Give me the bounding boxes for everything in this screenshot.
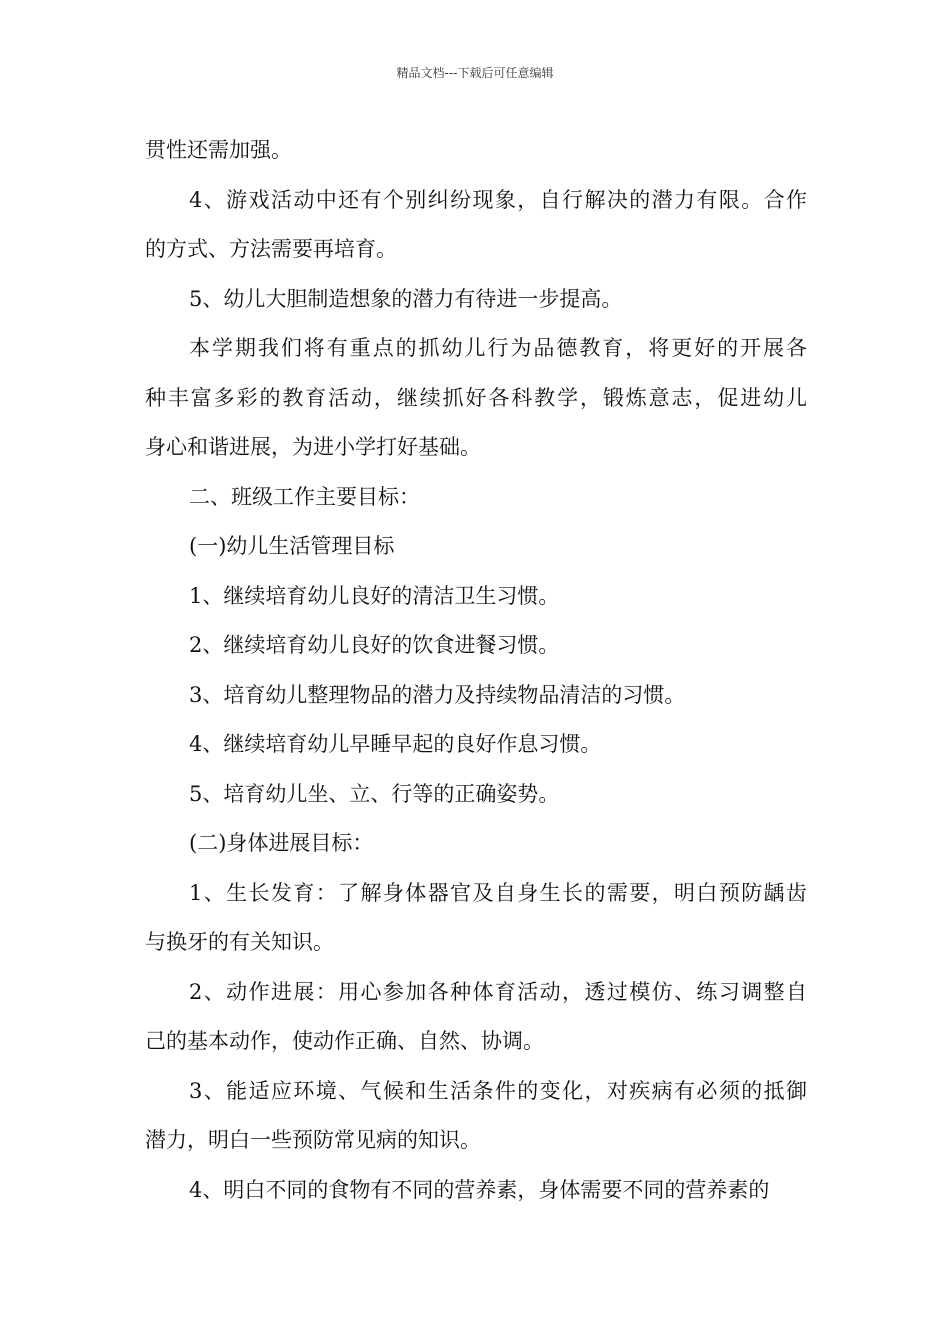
text-line: 二、班级工作主要目标： [189,484,420,509]
text-line: 3、培育幼儿整理物品的潜力及持续物品清洁的习惯。 [189,682,686,707]
text-line: 2、继续培育幼儿良好的饮食进餐习惯。 [189,633,560,657]
paragraph [145,968,807,1067]
text-line: 4、游戏活动中还有个别纠纷现象，自行解决的潜力有限。合作 [189,187,807,212]
text-line: 贯性还需加强。 [145,138,292,162]
text-line: 潜力，明白一些预防常见病的知识。 [145,1128,481,1152]
text-line: 4、明白不同的食物有不同的营养素，身体需要不同的营养素的 [189,1177,770,1202]
paragraph [145,720,807,770]
text-line: 与换牙的有关知识。 [145,930,334,954]
paragraph [145,275,807,325]
text-line: 4、继续培育幼儿早睡早起的良好作息习惯。 [189,732,602,756]
text-line: (二)身体进展目标： [189,831,374,855]
text-line: 种丰富多彩的教育活动，继续抓好各科教学，锻炼意志，促进幼儿 [145,385,807,410]
text-line: 1、继续培育幼儿良好的清洁卫生习惯。 [189,583,560,608]
paragraph [145,176,807,275]
paragraph [145,621,807,671]
text-line: 3、能适应环境、气候和生活条件的变化，对疾病有必须的抵御 [189,1078,807,1103]
text-line: 5、幼儿大胆制造想象的潜力有待进一步提高。 [189,286,623,311]
text-line: 的方式、方法需要再培育。 [145,237,397,261]
text-line: 2、动作进展：用心参加各种体育活动，透过模仿、练习调整自 [189,979,807,1004]
paragraph [145,1067,807,1166]
page-header: 精品文档---下载后可任意编辑 [396,66,554,80]
paragraph [145,1166,807,1216]
document-body [145,126,807,1215]
paragraph [145,522,807,572]
text-line: 本学期我们将有重点的抓幼儿行为品德教育，将更好的开展各 [189,336,807,360]
paragraph [145,473,807,523]
paragraph [145,126,807,176]
text-line: 1、生长发育：了解身体器官及自身生长的需要，明白预防龋齿 [189,880,807,905]
text-line: 己的基本动作，使动作正确、自然、协调。 [145,1029,544,1053]
text-line: (一)幼儿生活管理目标 [189,534,395,558]
text-line: 身心和谐进展，为进小学打好基础。 [145,435,481,459]
paragraph [145,819,807,869]
paragraph [145,324,807,473]
paragraph [145,572,807,622]
paragraph [145,671,807,721]
paragraph [145,770,807,820]
paragraph [145,869,807,968]
text-line: 5、培育幼儿坐、立、行等的正确姿势。 [189,781,560,806]
